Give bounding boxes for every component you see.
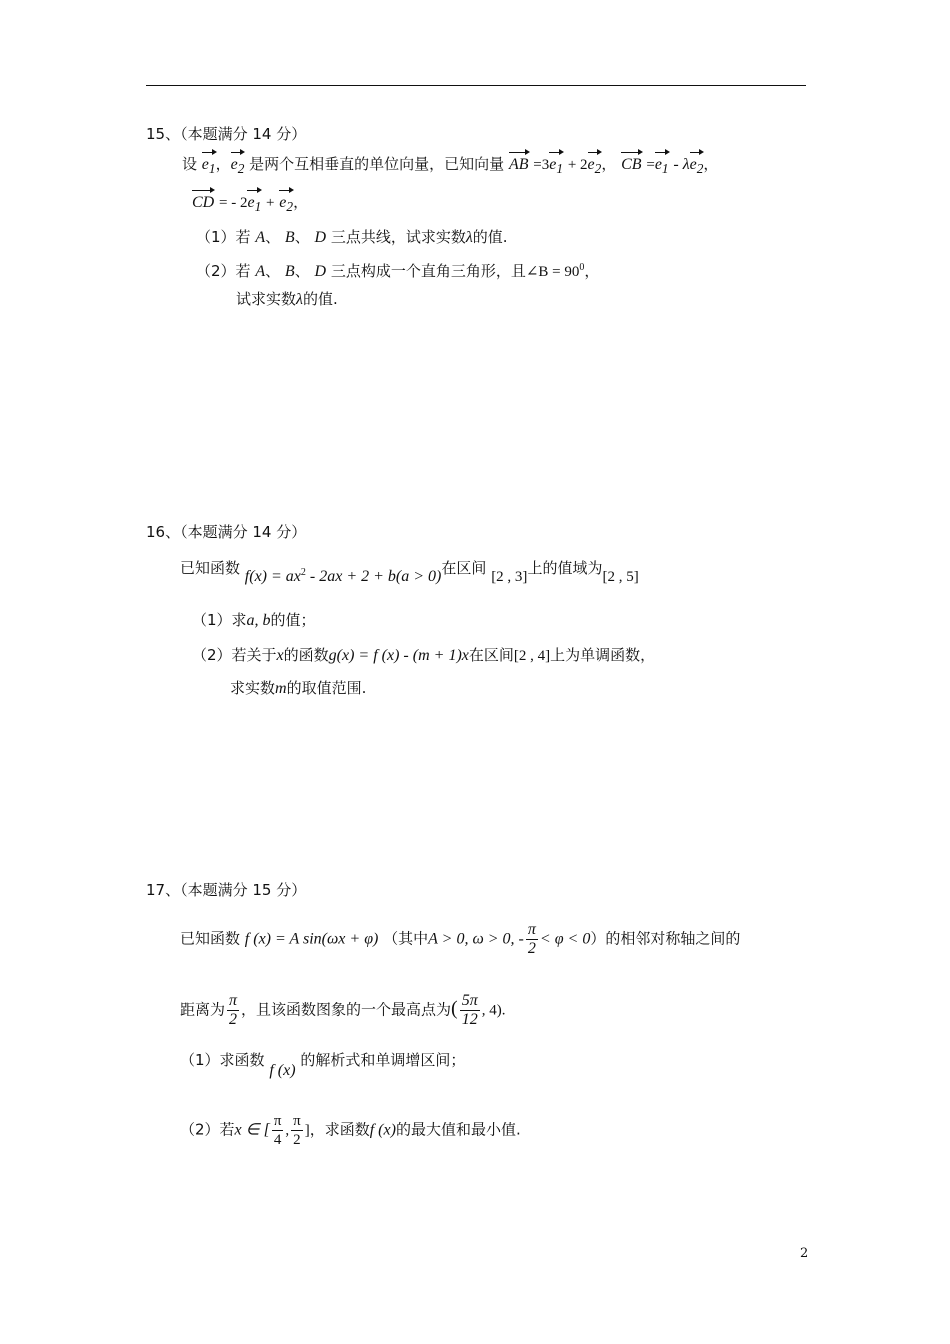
fraction-5pi-over-12: $\frac{5\pi}{12}$ xyxy=(461,992,478,1028)
q15-part1: （1）若 A、 B、 D 三点共线，试求实数λ的值. xyxy=(196,228,508,246)
vector-e2: $e_2$ xyxy=(231,155,245,179)
q17-header: 17、（本题满分 15 分） xyxy=(146,881,307,899)
q16-part2-cont: 求实数m的取值范围. xyxy=(230,679,367,697)
q15-line2: CD = - $2e_1 + e_2$， xyxy=(192,192,308,217)
fraction-pi-over-2: $\frac{\pi}{2}$ xyxy=(527,921,536,957)
page-number: 2 xyxy=(800,1246,809,1261)
q15-part2-cont: 试求实数λ的值. xyxy=(236,290,338,308)
interval-2-3: [2 , 3] xyxy=(491,569,528,585)
fraction-pi-over-4: $\frac{\pi}{4}$ xyxy=(273,1113,282,1148)
q16-part1: （1）求a, b的值； xyxy=(192,611,316,629)
vector-ab: AB xyxy=(508,156,529,173)
fraction-distance: $\frac{\pi}{2}$ xyxy=(229,992,238,1028)
q16-line1: 已知函数 $f(x) = ax^2 - 2ax + 2 + b(a > 0)$在区间 [2 , 3]上的值域为[2 , 5] xyxy=(180,559,639,585)
q15-part2: （2）若 A、 B、 D 三点构成一个直角三角形，且∠B = $90^0$， xyxy=(196,262,600,280)
vector-e1: $e_1$ xyxy=(202,155,216,179)
q15-header: 15、（本题满分 14 分） xyxy=(146,125,307,143)
q17-part1: （1）求函数 f (x) 的解析式和单调增区间； xyxy=(180,1051,466,1079)
range-2-5: [2 , 5] xyxy=(602,569,639,585)
fraction-pi-over-2b: $\frac{\pi}{2}$ xyxy=(293,1113,301,1148)
interval-2-4: [2 , 4] xyxy=(513,648,551,664)
q16-header: 16、（本题满分 14 分） xyxy=(146,523,307,541)
q17-part2: （2）若x ∈ [ $\frac{\pi}{4}$ , $\frac{\pi}{2}$ ]，求函数f (x)的最大值和最小值. xyxy=(180,1113,521,1148)
q17-line2: 距离为 $\frac{\pi}{2}$ ，且该函数图象的一个最高点为( $\frac{5\pi}{12}$ , 4). xyxy=(180,992,506,1028)
header-rule xyxy=(146,85,806,86)
q15-line1: 设 $e_1$，$e_2$ 是两个互相垂直的单位向量，已知向量 AB $=3e_1 + 2e_2$， CB $=e_1 - \lambda e_2$， xyxy=(182,154,718,179)
q17-line1: 已知函数 f (x) = A sin(ωx + φ) （其中A > 0, ω > 0, - $\frac{\pi}{2}$ < φ < 0）的相邻对称轴之间的 xyxy=(180,921,741,957)
vector-cb: CB xyxy=(621,156,642,173)
q16-part2: （2）若关于x的函数g(x) = f (x) - (m + 1)x在区间[2 , 4]上为单调函数， xyxy=(192,646,656,664)
vector-cd: CD xyxy=(192,194,215,211)
